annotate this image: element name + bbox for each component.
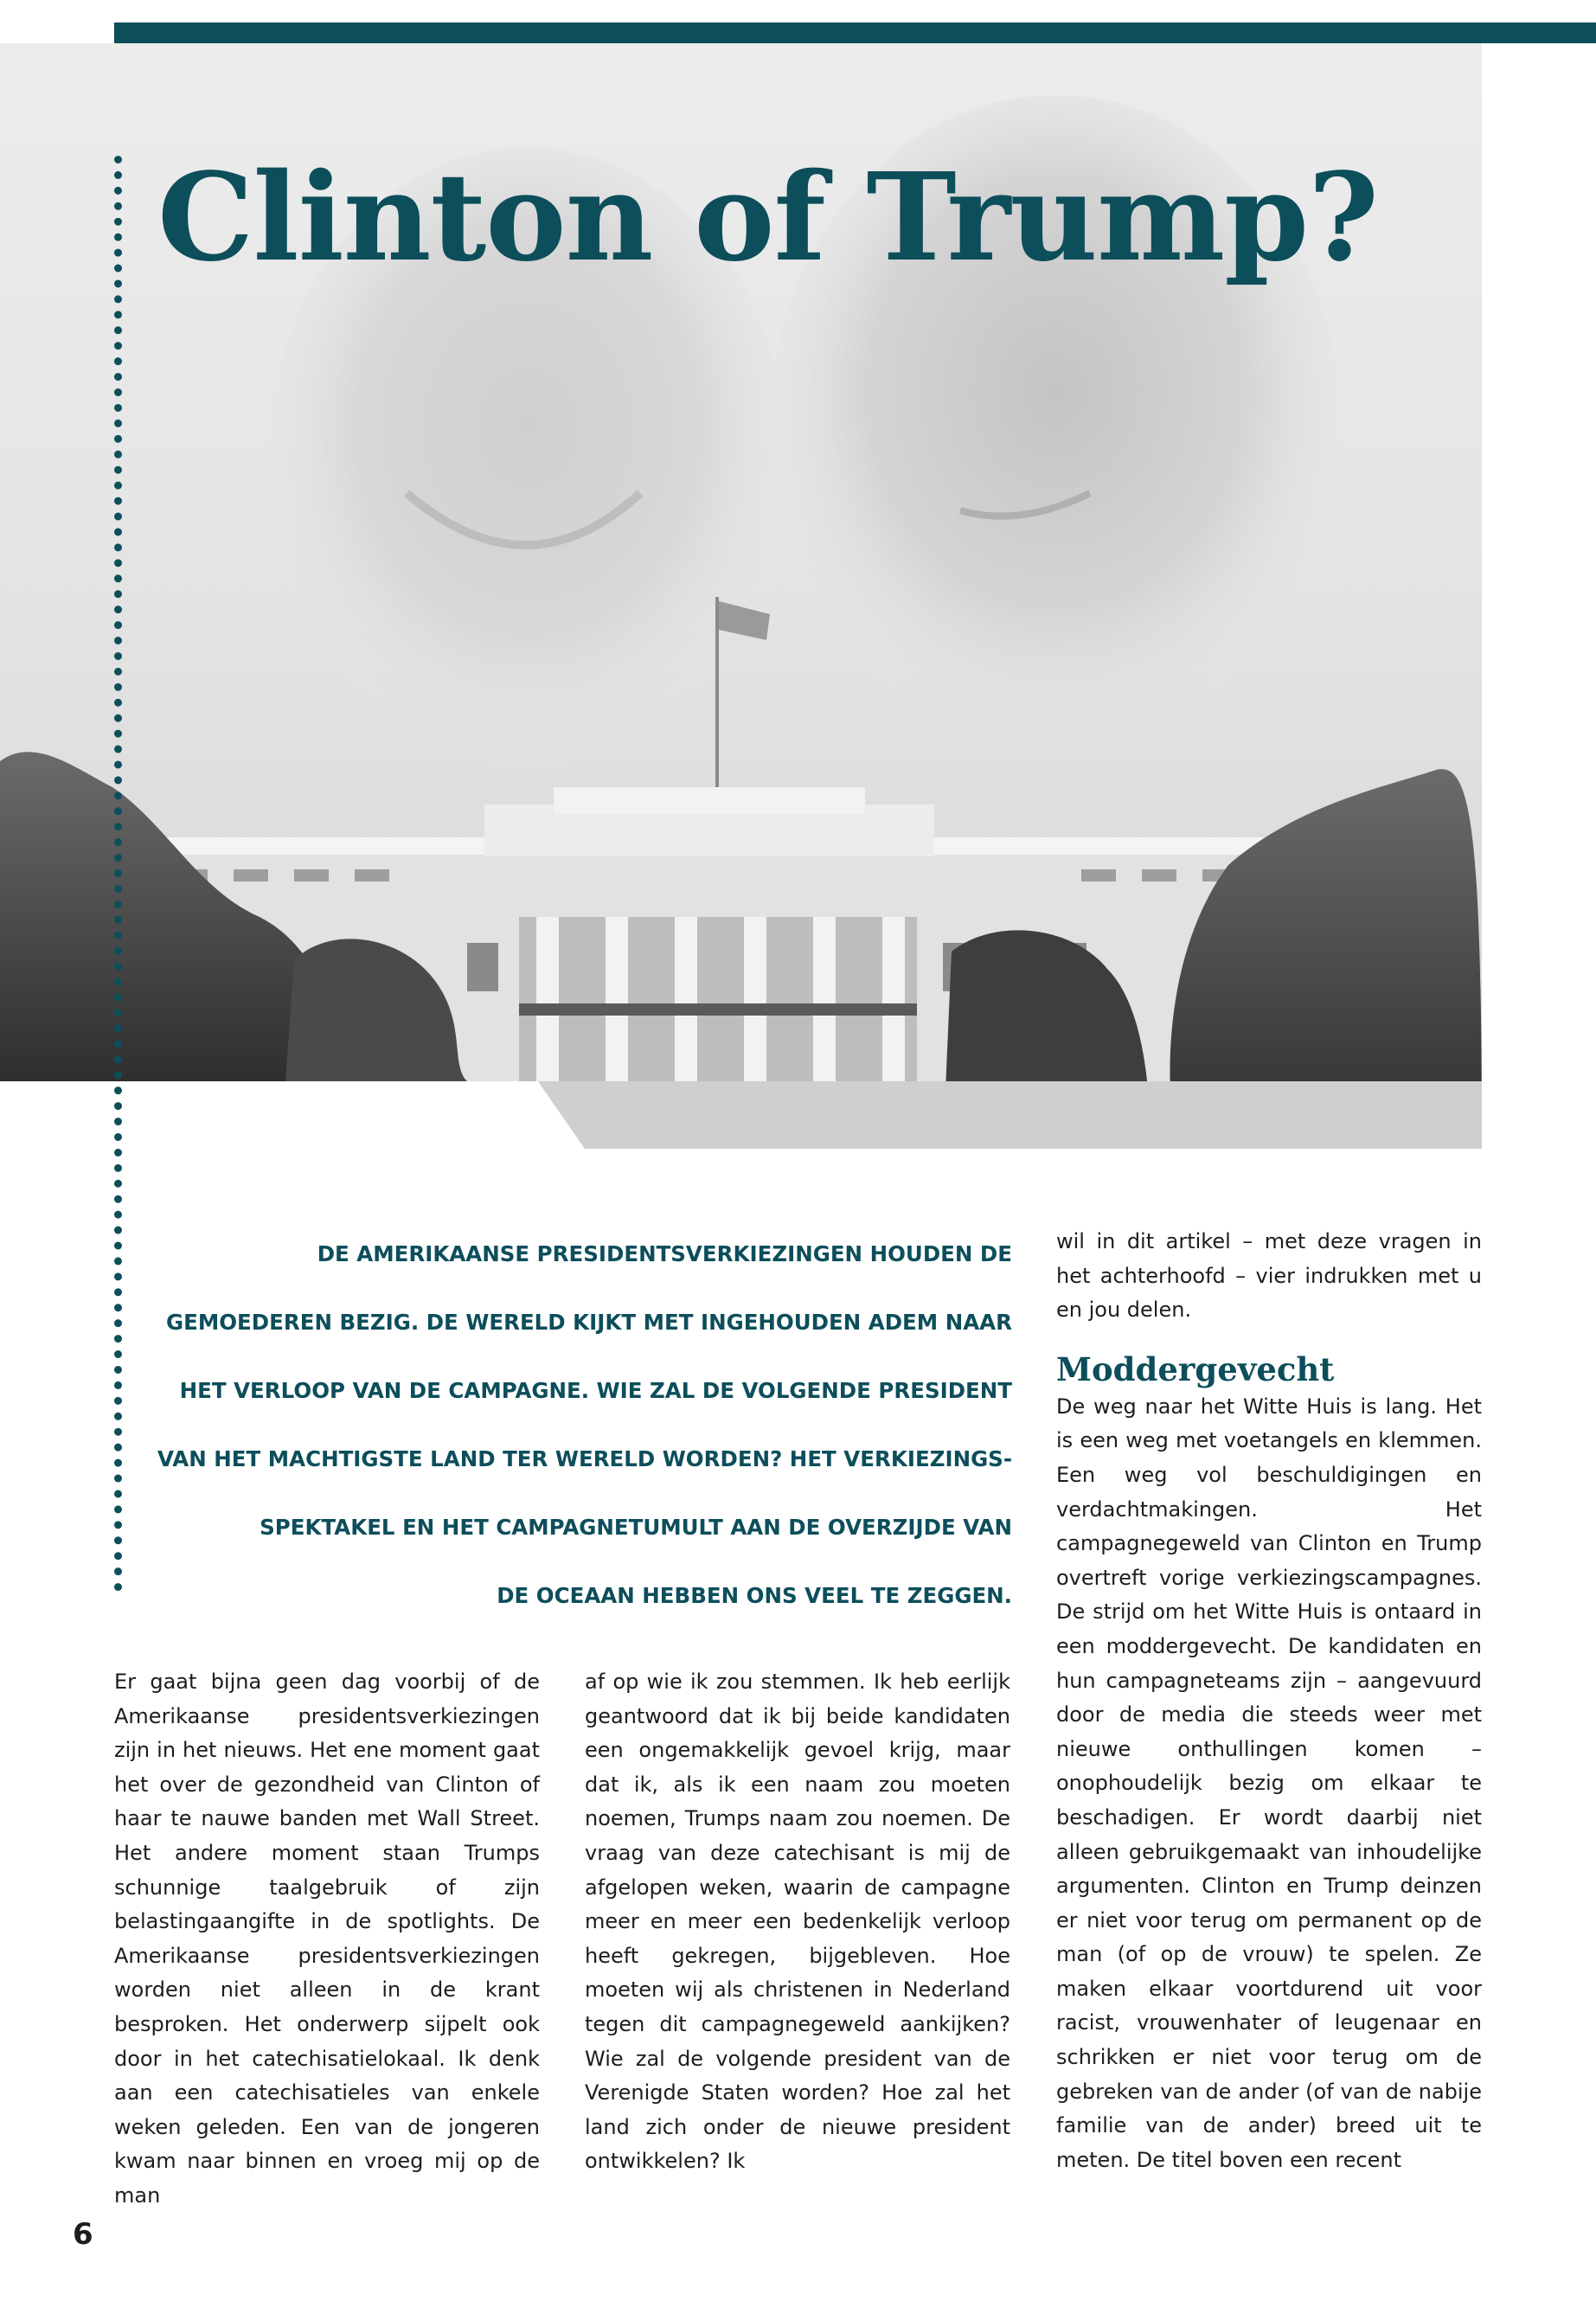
body-column-2 [585,1665,1010,2179]
intro-line: SPEKTAKEL EN HET CAMPAGNETUMULT AAN DE OVERZIJDE VAN [260,1515,1012,1540]
intro-line: VAN HET MACHTIGSTE LAND TER WERELD WORDEN? HET VERKIEZINGS- [157,1446,1012,1471]
page-number: 6 [73,2217,93,2252]
subheading: Moddergevecht [1056,1349,1335,1388]
dotted-rule [114,156,122,1592]
intro-line: DE OCEAAN HEBBEN ONS VEEL TE ZEGGEN. [497,1583,1012,1608]
paragraph: wil in dit artikel – met deze vragen in het achterhoofd – vier indrukken met u en jou delen. [1056,1229,1482,1323]
paragraph: De weg naar het Witte Huis is lang. Het is een weg met voetangels en klemmen. Een weg vol beschuldigingen en verdachtmakingen. Het campagnegeweld van Clinton en Trump overtreft vorige verkiezingscampagnes. De strijd om het Witte Huis is ontaard in een moddergevecht. De kandidaten en hun campagneteams zijn – aangevuurd door de media die steeds weer met nieuwe onthullingen komen – onophoudelijk bezig om elkaar te beschadigen. Er wordt daarbij niet alleen gebruikgemaakt van inhoudelijke argumenten. Clinton en Trump deinzen er niet voor terug om permanent op de man (of op de vrouw) te spelen. Ze maken elkaar voortdurend uit voor racist, vrouwenhater of leugenaar en schrikken er niet voor terug om de gebreken van de ander (of van de nabije familie van de ander) breed uit te meten. De titel boven een recent [1056,1394,1482,2172]
intro-line: HET VERLOOP VAN DE CAMPAGNE. WIE ZAL DE VOLGENDE PRESIDENT [179,1378,1012,1403]
paragraph: Er gaat bijna geen dag voorbij of de Amerikaanse presidentsverkiezingen zijn in het nieuws. Het ene moment gaat het over de gezondheid van Clinton of haar te nauwe banden met Wall Street. Het andere moment staan Trumps schunnige taalgebruik of zijn belastingaangifte in de spotlights. De Amerikaanse presidentsverkiezingen worden niet alleen in de krant besproken. Het onderwerp sijpelt ook door in het catechisatielokaal. Ik denk aan een catechisatieles van enkele weken geleden. Een van de jongeren kwam naar binnen en vroeg mij op de man [114,1670,540,2208]
paragraph: af op wie ik zou stemmen. Ik heb eerlijk geantwoord dat ik bij beide kandidaten een ongemakkelijk gevoel krijg, maar dat ik, als ik een naam zou moeten noemen, Trumps naam zou noemen. De vraag van deze catechisant is mij de afgelopen weken, waarin de campagne meer en meer een bedenkelijk verloop heeft gekregen, bijgebleven. Hoe moeten wij als christenen in Nederland tegen dit campagnegeweld aankijken? Wie zal de volgende president van de Verenigde Staten worden? Hoe zal het land zich onder de nieuwe president ontwikkelen? Ik [585,1670,1010,2174]
intro-lead [147,1220,1012,1630]
body-column-1 [114,1665,540,2214]
body-column-3 [1056,1225,1482,2177]
intro-line: DE AMERIKAANSE PRESIDENTSVERKIEZINGEN HOUDEN DE [317,1241,1012,1266]
intro-line: GEMOEDEREN BEZIG. DE WERELD KIJKT MET INGEHOUDEN ADEM NAAR [165,1310,1012,1335]
article-title: Clinton of Trump? [157,147,1379,289]
